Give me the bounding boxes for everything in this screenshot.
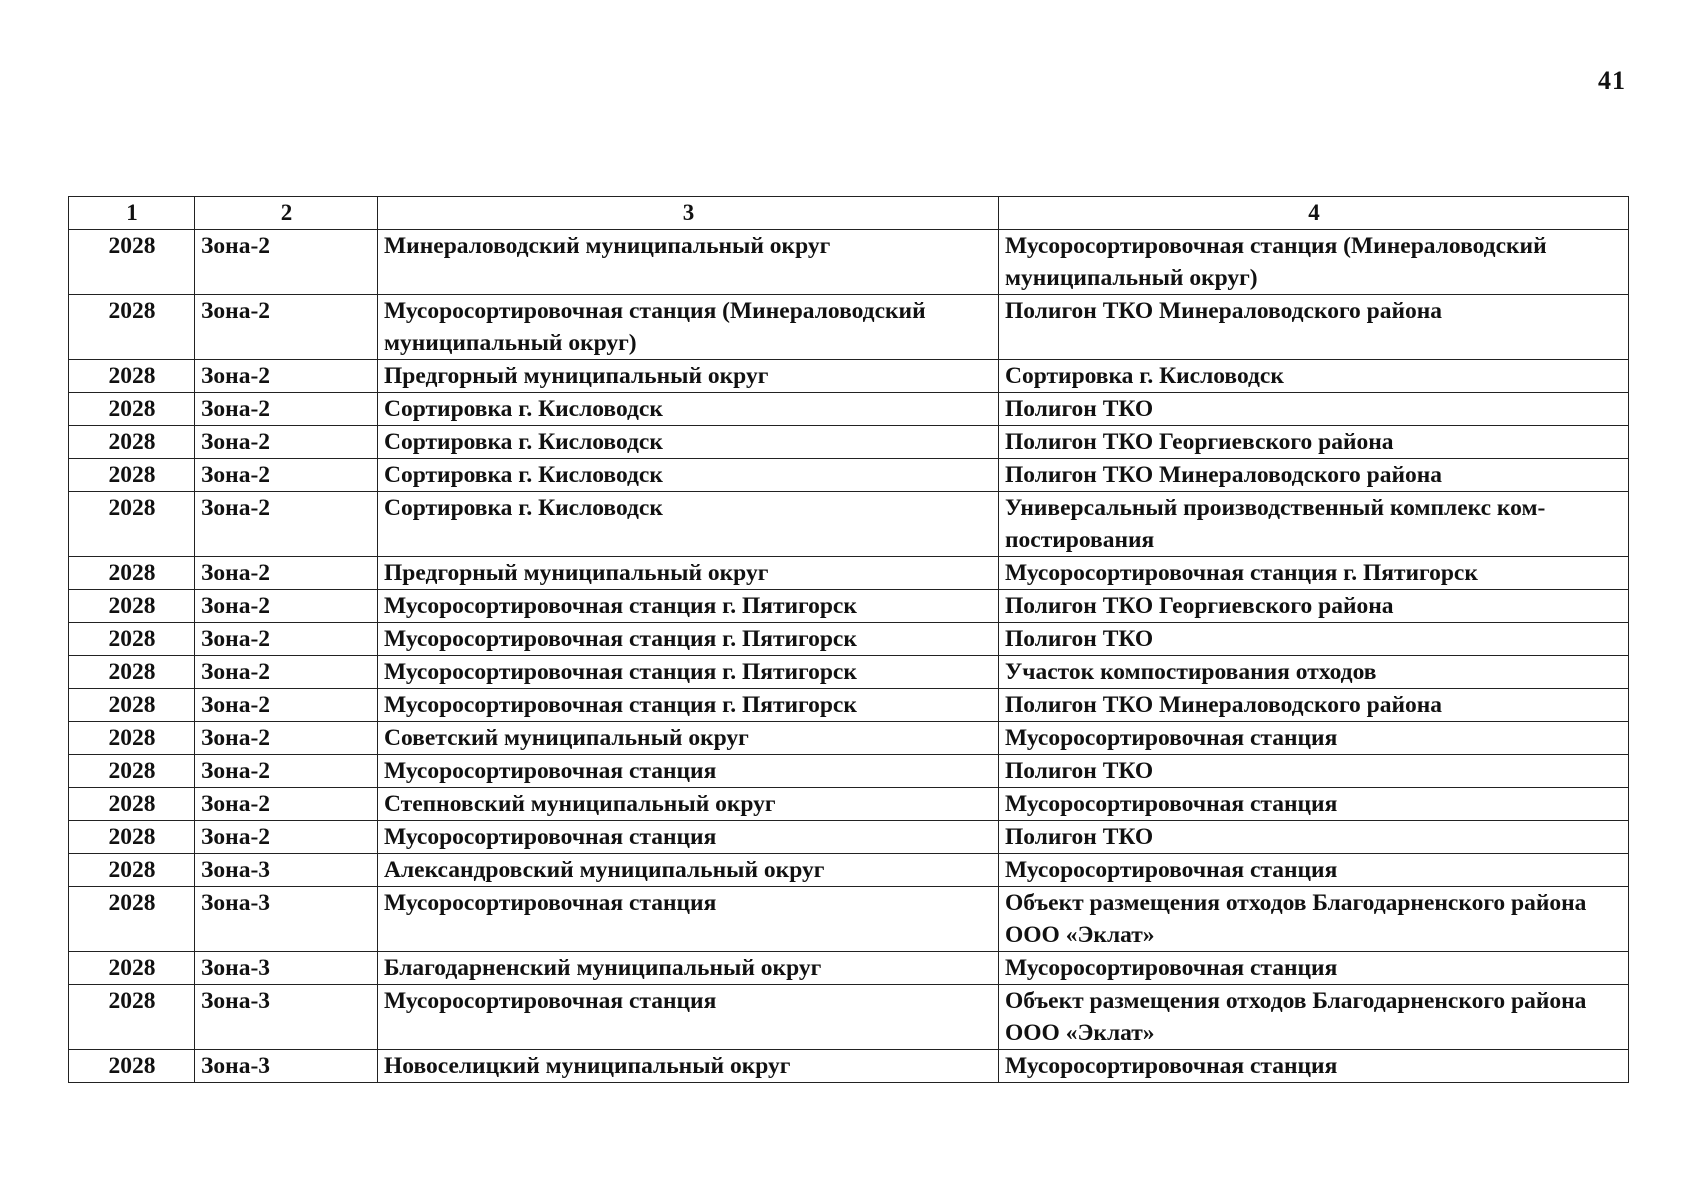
table-header-row	[69, 197, 1629, 230]
year-cell: 2028	[69, 952, 195, 985]
destination-cell: Полигон ТКО	[999, 755, 1629, 788]
source-cell: Мусоросортировочная станция	[378, 887, 999, 952]
table-row	[69, 854, 1629, 887]
zone-cell: Зона-2	[195, 623, 378, 656]
zone-cell: Зона-2	[195, 788, 378, 821]
source-cell: Советский муниципальный округ	[378, 722, 999, 755]
destination-cell: Мусоросортировочная станция	[999, 952, 1629, 985]
year-cell: 2028	[69, 295, 195, 360]
year-cell: 2028	[69, 459, 195, 492]
source-cell: Новоселицкий муниципальный округ	[378, 1050, 999, 1083]
destination-cell: Мусоросортировочная станция	[999, 722, 1629, 755]
table-row	[69, 1050, 1629, 1083]
source-cell: Мусоросортировочная станция (Минераловодский муниципальный округ)	[378, 295, 999, 360]
table-row	[69, 656, 1629, 689]
column-header-1: 1	[69, 197, 195, 230]
zone-cell: Зона-2	[195, 492, 378, 557]
zone-cell: Зона-2	[195, 557, 378, 590]
table-row	[69, 492, 1629, 557]
source-cell: Предгорный муниципальный округ	[378, 360, 999, 393]
year-cell: 2028	[69, 557, 195, 590]
zone-cell: Зона-2	[195, 459, 378, 492]
zone-cell: Зона-2	[195, 590, 378, 623]
table-row	[69, 557, 1629, 590]
page-number: 41	[1598, 66, 1626, 95]
source-cell: Предгорный муниципальный округ	[378, 557, 999, 590]
table-row	[69, 426, 1629, 459]
year-cell: 2028	[69, 887, 195, 952]
year-cell: 2028	[69, 755, 195, 788]
table-row	[69, 985, 1629, 1050]
routes-table	[68, 196, 1629, 1083]
zone-cell: Зона-2	[195, 393, 378, 426]
year-cell: 2028	[69, 722, 195, 755]
source-cell: Мусоросортировочная станция	[378, 821, 999, 854]
destination-cell: Мусоросортировочная станция (Минераловодский муниципальный округ)	[999, 230, 1629, 295]
destination-cell: Полигон ТКО Георгиевского района	[999, 590, 1629, 623]
year-cell: 2028	[69, 360, 195, 393]
table-row	[69, 689, 1629, 722]
year-cell: 2028	[69, 985, 195, 1050]
destination-cell: Полигон ТКО Минераловодского района	[999, 295, 1629, 360]
source-cell: Александровский муниципальный округ	[378, 854, 999, 887]
source-cell: Сортировка г. Кисловодск	[378, 393, 999, 426]
zone-cell: Зона-2	[195, 689, 378, 722]
table-row	[69, 623, 1629, 656]
destination-cell: Мусоросортировочная станция	[999, 1050, 1629, 1083]
year-cell: 2028	[69, 854, 195, 887]
source-cell: Мусоросортировочная станция	[378, 985, 999, 1050]
year-cell: 2028	[69, 230, 195, 295]
zone-cell: Зона-2	[195, 656, 378, 689]
year-cell: 2028	[69, 821, 195, 854]
zone-cell: Зона-3	[195, 952, 378, 985]
destination-cell: Мусоросортировочная станция	[999, 788, 1629, 821]
year-cell: 2028	[69, 590, 195, 623]
year-cell: 2028	[69, 393, 195, 426]
source-cell: Сортировка г. Кисловодск	[378, 426, 999, 459]
table-row	[69, 952, 1629, 985]
destination-cell: Сортировка г. Кисловодск	[999, 360, 1629, 393]
zone-cell: Зона-2	[195, 360, 378, 393]
table-row	[69, 360, 1629, 393]
year-cell: 2028	[69, 656, 195, 689]
zone-cell: Зона-3	[195, 1050, 378, 1083]
zone-cell: Зона-2	[195, 821, 378, 854]
destination-cell: Полигон ТКО	[999, 393, 1629, 426]
zone-cell: Зона-2	[195, 230, 378, 295]
column-header-4: 4	[999, 197, 1629, 230]
year-cell: 2028	[69, 1050, 195, 1083]
source-cell: Мусоросортировочная станция	[378, 755, 999, 788]
table-row	[69, 755, 1629, 788]
year-cell: 2028	[69, 689, 195, 722]
table-row	[69, 230, 1629, 295]
source-cell: Степновский муниципальный округ	[378, 788, 999, 821]
table-row	[69, 821, 1629, 854]
destination-cell: Мусоросортировочная станция г. Пятигорск	[999, 557, 1629, 590]
destination-cell: Полигон ТКО Минераловодского района	[999, 689, 1629, 722]
destination-cell: Объект размещения отходов Благодарненского района ООО «Эклат»	[999, 887, 1629, 952]
zone-cell: Зона-2	[195, 295, 378, 360]
source-cell: Мусоросортировочная станция г. Пятигорск	[378, 623, 999, 656]
table-row	[69, 459, 1629, 492]
source-cell: Мусоросортировочная станция г. Пятигорск	[378, 590, 999, 623]
destination-cell: Объект размещения отходов Благодарненского района ООО «Эклат»	[999, 985, 1629, 1050]
zone-cell: Зона-2	[195, 722, 378, 755]
destination-cell: Мусоросортировочная станция	[999, 854, 1629, 887]
destination-cell: Универсальный производственный комплекс ком-постирования	[999, 492, 1629, 557]
column-header-3: 3	[378, 197, 999, 230]
year-cell: 2028	[69, 788, 195, 821]
source-cell: Благодарненский муниципальный округ	[378, 952, 999, 985]
source-cell: Сортировка г. Кисловодск	[378, 492, 999, 557]
zone-cell: Зона-3	[195, 887, 378, 952]
zone-cell: Зона-3	[195, 985, 378, 1050]
zone-cell: Зона-2	[195, 426, 378, 459]
year-cell: 2028	[69, 623, 195, 656]
table-row	[69, 788, 1629, 821]
source-cell: Мусоросортировочная станция г. Пятигорск	[378, 689, 999, 722]
table-row	[69, 722, 1629, 755]
table-body	[69, 230, 1629, 1083]
zone-cell: Зона-3	[195, 854, 378, 887]
destination-cell: Полигон ТКО	[999, 623, 1629, 656]
zone-cell: Зона-2	[195, 755, 378, 788]
destination-cell: Полигон ТКО Георгиевского района	[999, 426, 1629, 459]
table-row	[69, 295, 1629, 360]
table-row	[69, 887, 1629, 952]
column-header-2: 2	[195, 197, 378, 230]
year-cell: 2028	[69, 492, 195, 557]
source-cell: Минераловодский муниципальный округ	[378, 230, 999, 295]
source-cell: Сортировка г. Кисловодск	[378, 459, 999, 492]
source-cell: Мусоросортировочная станция г. Пятигорск	[378, 656, 999, 689]
table-row	[69, 590, 1629, 623]
destination-cell: Участок компостирования отходов	[999, 656, 1629, 689]
table-row	[69, 393, 1629, 426]
year-cell: 2028	[69, 426, 195, 459]
destination-cell: Полигон ТКО	[999, 821, 1629, 854]
destination-cell: Полигон ТКО Минераловодского района	[999, 459, 1629, 492]
